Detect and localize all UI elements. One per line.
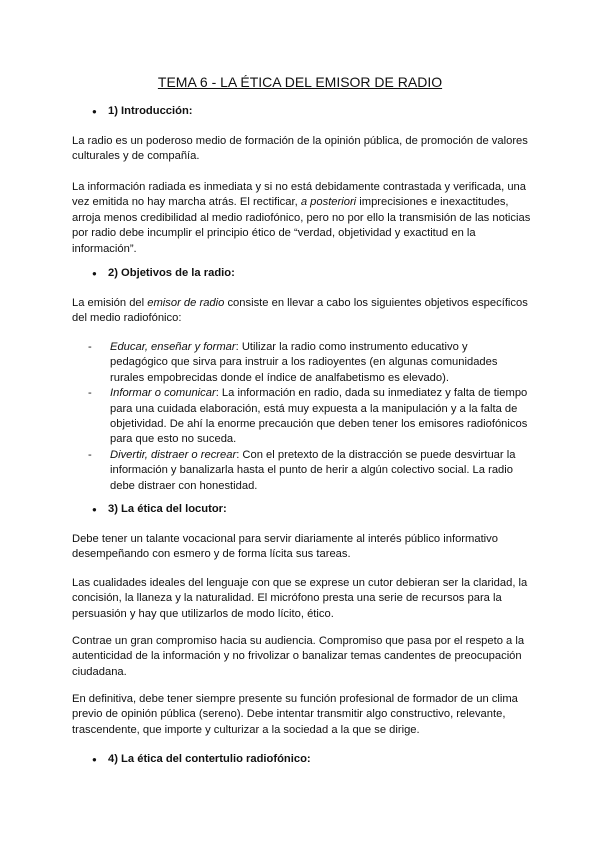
- bullet-icon: ●: [92, 505, 97, 514]
- paragraph: La emisión del emisor de radio consiste en llevar a cabo los siguientes objetivos específicos del medio radiofónico:: [72, 297, 528, 325]
- bullet-icon: ●: [92, 107, 97, 116]
- list-item: - Educar, enseñar y formar: Utilizar la radio como instrumento educativo y pedagógico que sirva para instruir a los radioyentes (en algunas comunidades rurales empobrecidas donde el índice de analfabetismo es elevado).: [88, 341, 498, 384]
- list-item: - Informar o comunicar: La información en radio, dada su inmediatez y falta de tiempo para una cuidada elaboración, está muy expuesta a la manipulación y a la falta de objetividad. De ahí la enorme precaución que deben tener los emisores radiofónicos para que esto no suceda.: [88, 387, 528, 446]
- paragraph: En definitiva, debe tener siempre presente su función profesional de formador de un clima previo de opinión pública (sereno). Debe intentar transmitir algo constructivo, relevante, trascendente, que importe y culturizar a la sociedad a la que se dirige.: [72, 693, 518, 736]
- section-heading-text: 3) La ética del locutor:: [108, 503, 227, 515]
- emphasis-text: Informar o comunicar: [110, 387, 216, 400]
- dash-bullet: -: [88, 448, 92, 461]
- paragraph: Las cualidades ideales del lenguaje con que se exprese un cutor debieran ser la claridad, la concisión, la llaneza y la naturalidad. El micrófono presta una serie de recursos para la persuasión y hay que utilizarlos de modo lícito, ético.: [72, 577, 528, 620]
- bullet-icon: ●: [92, 755, 97, 764]
- paragraph: La información radiada es inmediata y si no está debidamente contrastada y verificada, una vez emitida no hay marcha atrás. El rectificar, a posteriori imprecisiones e inexactitudes, arroja menos credibilidad al medio radiofónico, pero no por ello la transmisión de las noticias por radio debe incumplir el principio ético de “verdad, objetividad y exactitud en la información”.: [72, 181, 531, 255]
- bullet-icon: ●: [92, 269, 97, 278]
- list-item: - Divertir, distraer o recrear: Con el pretexto de la distracción se puede desvirtuar la información y banalizarla hasta el punto de herir a algún colectivo social. La radio debe distraer con honestidad.: [88, 448, 516, 492]
- document-title: TEMA 6 - LA ÉTICA DEL EMISOR DE RADIO: [157, 74, 443, 90]
- paragraph: La radio es un poderoso medio de formación de la opinión pública, de promoción de valores culturales y de compañía.: [72, 135, 528, 163]
- emphasis-text: emisor de radio: [147, 297, 225, 309]
- section-heading-text: 1) Introducción:: [108, 105, 193, 117]
- emphasis-text: a posteriori: [300, 196, 357, 209]
- paragraph: Contrae un gran compromiso hacia su audiencia. Compromiso que pasa por el respeto a la autenticidad de la información y no frivolizar o banalizar temas candentes de preocupación ciudadana.: [72, 635, 525, 678]
- section-heading-text: 2) Objetivos de la radio:: [108, 267, 235, 279]
- emphasis-text: Educar, enseñar y formar: [110, 341, 236, 353]
- section-heading-text: 4) La ética del contertulio radiofónico:: [108, 753, 311, 765]
- dash-bullet: -: [88, 387, 92, 400]
- paragraph: Debe tener un talante vocacional para servir diariamente al interés público informativo desempeñando con esmero y de forma lícita sus tareas.: [72, 533, 498, 561]
- dash-bullet: -: [88, 341, 92, 353]
- objectives-list: [88, 340, 528, 494]
- emphasis-text: Divertir, distraer o recrear: [110, 448, 237, 461]
